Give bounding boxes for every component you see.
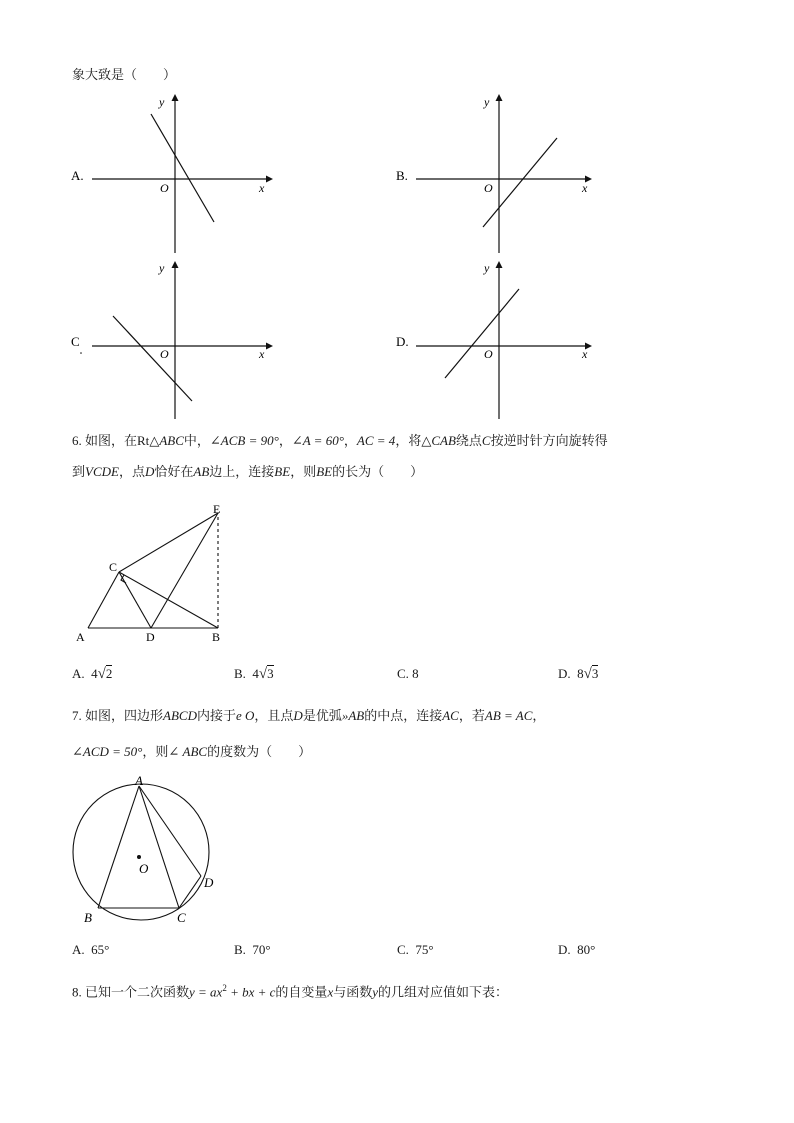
q6-label-a: A (76, 630, 85, 644)
graph-b-letter: B. (396, 168, 408, 183)
q6-angle-a: ∠A = 60° (291, 433, 344, 448)
q7-circle (73, 784, 209, 920)
graph-a-letter: A. (71, 168, 84, 183)
q6-line2: 到VCDE，点D恰好在AB边上，连接BE，则BE的长为（ ） (72, 464, 424, 479)
graph-d-x-label: x (582, 347, 588, 361)
graph-a-origin: O (160, 181, 169, 195)
q7-line2: ∠ACD = 50°，则∠ ABC的度数为（ ） (72, 744, 312, 759)
q6-ac-length: AC = 4 (356, 433, 396, 448)
graph-c-x-label: x (259, 347, 265, 361)
q6-option-d[interactable]: D. 8√3 (558, 666, 599, 682)
graph-a-x-label: x (259, 181, 265, 195)
q7-line1: 7. 如图，四边形ABCD内接于e O，且点D是优弧»AB的中点，连接AC，若AB = AC， (72, 708, 546, 723)
q8-number: 8. (72, 984, 82, 1000)
q5-tail-text: 象大致是（ ） (72, 67, 177, 82)
q7-label-c: C (177, 910, 186, 925)
q6-option-a[interactable]: A. 4√2 (72, 666, 113, 682)
graph-c-y-label: y (159, 261, 165, 275)
q7-label-b: B (84, 910, 92, 925)
graph-b-x-label: x (582, 181, 588, 195)
q6-option-c[interactable]: C. 8 (397, 666, 419, 681)
q7-option-b[interactable]: B. 70° (234, 942, 271, 957)
sqrt-symbol: √ (97, 666, 106, 682)
q6-angle-acb: ∠ACB = 90° (209, 433, 279, 448)
q7-option-d[interactable]: D. 80° (558, 942, 596, 957)
q7-label-o: O (139, 861, 149, 876)
q6-line1: 6. 如图，在Rt△ABC中，∠ACB = 90°，∠A = 60°，AC = 4，将△CAB绕点C按逆时针方向旋转得 (72, 433, 608, 448)
q7-option-a[interactable]: A. 65° (72, 942, 110, 957)
q6-label-c: C (109, 560, 118, 574)
q7-option-c[interactable]: C. 75° (397, 942, 434, 957)
q6-option-b[interactable]: B. 4√3 (234, 666, 274, 682)
q6-number: 6. (72, 433, 82, 448)
graph-d-origin: O (484, 347, 493, 361)
sqrt-symbol: √ (258, 666, 268, 682)
q7-label-a: A (135, 773, 143, 788)
q6-label-d: D (146, 630, 155, 644)
q7-label-d: D (204, 875, 214, 890)
graph-c-letter: C (71, 334, 80, 349)
q7-number: 7. (72, 708, 82, 723)
q6-label-e: E (213, 502, 221, 516)
graph-d-y-label: y (484, 261, 490, 275)
sqrt-symbol: √ (583, 666, 592, 682)
q7-arc-ab: »AB (341, 708, 365, 723)
graph-b-origin: O (484, 181, 493, 195)
graph-c-origin: O (160, 347, 169, 361)
q6-label-b: B (212, 630, 221, 644)
q7-center-dot (137, 855, 141, 859)
graph-d-letter: D. (396, 334, 409, 349)
graph-a-y-label: y (159, 95, 165, 109)
q8-line1: 8. 已知一个二次函数$y = ax^2$ + bx + c的自变量x与函数y的几组对应值如下表： (72, 983, 509, 1000)
graph-b-y-label: y (484, 95, 490, 109)
